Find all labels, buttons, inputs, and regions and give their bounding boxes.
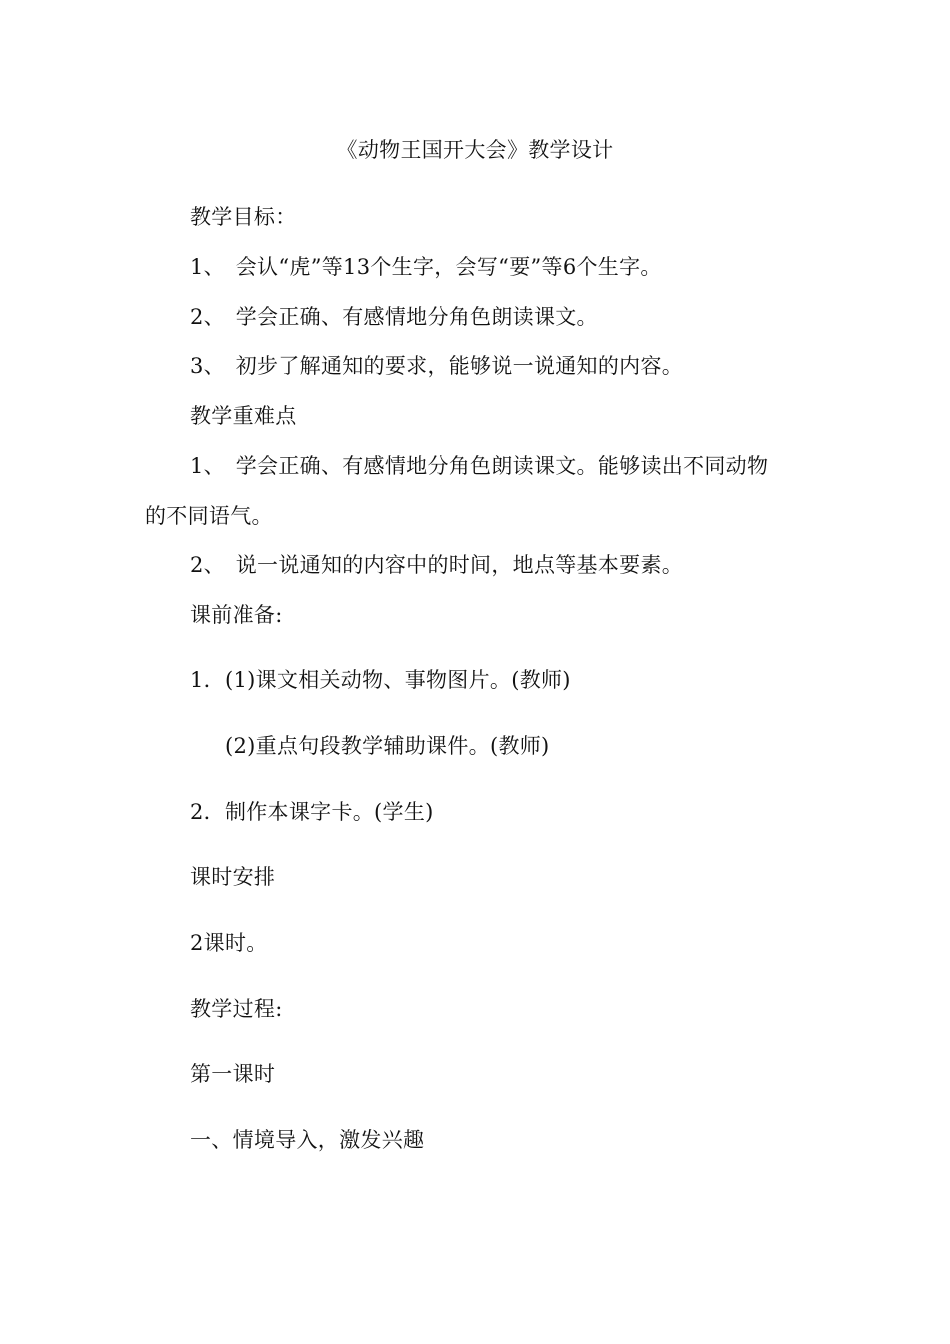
goal-item-2: 2、 学会正确、有感情地分角色朗读课文。 [190, 305, 598, 329]
keypoint-item-1-line-1: 1、 学会正确、有感情地分角色朗读课文。能够读出不同动物 [190, 454, 769, 478]
keypoint-item-1-line-2: 的不同语气。 [145, 504, 273, 528]
prep-heading: 课前准备: [190, 603, 283, 627]
prep-item-1b: (2)重点句段教学辅助课件。(教师) [225, 734, 550, 758]
goal-item-1: 1、 会认“虎”等13个生字，会写“要”等6个生字。 [190, 255, 662, 279]
goals-heading: 教学目标： [190, 205, 297, 229]
keypoints-heading: 教学重难点 [190, 404, 297, 428]
prep-item-2: 2．制作本课字卡。(学生) [190, 800, 434, 824]
goal-item-3: 3、 初步了解通知的要求，能够说一说通知的内容。 [190, 354, 684, 378]
section-1-heading: 一、情境导入，激发兴趣 [190, 1128, 425, 1152]
document-title: 《动物王国开大会》教学设计 [336, 138, 614, 162]
prep-item-1a: 1．(1)课文相关动物、事物图片。(教师) [190, 668, 571, 692]
lesson-heading: 第一课时 [190, 1062, 276, 1086]
schedule-heading: 课时安排 [190, 865, 276, 889]
process-heading: 教学过程: [190, 997, 283, 1021]
schedule-value: 2课时。 [190, 931, 268, 955]
keypoint-item-2: 2、 说一说通知的内容中的时间，地点等基本要素。 [190, 553, 684, 577]
